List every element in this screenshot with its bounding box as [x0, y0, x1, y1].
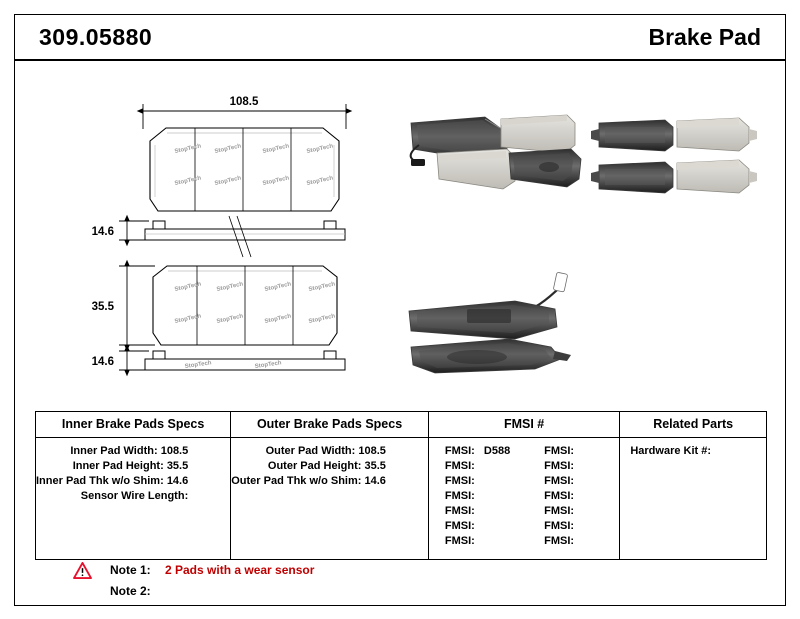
dimension-label-height: 35.5 [91, 301, 114, 313]
svg-text:StopTech: StopTech [264, 313, 292, 325]
fmsi-value [475, 460, 481, 472]
svg-text:StopTech: StopTech [308, 281, 336, 293]
outer-pad-width-value: 108.5 [358, 445, 386, 457]
svg-text:StopTech: StopTech [308, 313, 336, 325]
note-1-text: 2 Pads with a wear sensor [165, 563, 315, 577]
svg-text:StopTech: StopTech [214, 143, 242, 155]
outer-pad-height-value: 35.5 [364, 460, 386, 472]
fmsi-row [544, 534, 619, 549]
inner-pad-width-value: 108.5 [160, 445, 189, 457]
sensor-wire-length-label: Sensor Wire Length: [80, 490, 189, 502]
dimension-label-thickness-bottom: 14.6 [91, 356, 114, 368]
fmsi-row [445, 444, 528, 459]
svg-text:StopTech: StopTech [174, 313, 202, 325]
fmsi-value [574, 520, 580, 532]
inner-pad-height-value: 35.5 [166, 460, 189, 472]
note-2-label: Note 2: [110, 584, 151, 598]
dimension-height [119, 266, 155, 345]
fmsi-value [475, 475, 481, 487]
svg-text:StopTech: StopTech [174, 175, 202, 187]
fmsi-value [574, 505, 580, 517]
outer-pad-front-view [153, 266, 337, 345]
fmsi-row [445, 534, 528, 549]
svg-text:StopTech: StopTech [216, 281, 244, 293]
fmsi-label: FMSI: [544, 520, 575, 532]
fmsi-value [574, 490, 580, 502]
svg-text:StopTech: StopTech [306, 175, 334, 187]
fmsi-label: FMSI: [444, 520, 475, 532]
fmsi-label: FMSI: [444, 460, 475, 472]
svg-text:StopTech: StopTech [306, 143, 334, 155]
svg-text:StopTech: StopTech [264, 281, 292, 293]
fmsi-value [475, 520, 481, 532]
outer-specs-cell [231, 438, 429, 560]
table-header-related-parts: Related Parts [620, 412, 767, 438]
outer-spec-row [231, 444, 428, 459]
fmsi-row [544, 519, 619, 534]
inner-pad-edge-view [145, 221, 345, 240]
fmsi-row [544, 459, 619, 474]
svg-text:StopTech: StopTech [174, 143, 202, 155]
fmsi-value [574, 445, 580, 457]
svg-text:StopTech: StopTech [214, 175, 242, 187]
table-header-fmsi: FMSI # [428, 412, 619, 438]
fmsi-label: FMSI: [444, 505, 475, 517]
table-header-inner-specs: Inner Brake Pads Specs [36, 412, 231, 438]
fmsi-value: D588 [483, 445, 511, 457]
outer-pad-thickness-value: 14.6 [364, 475, 386, 487]
product-photo-pad-with-sensor [409, 272, 571, 373]
part-number: 309.05880 [39, 24, 153, 50]
fmsi-label: FMSI: [544, 445, 575, 457]
fmsi-value [475, 490, 481, 502]
page-title: Brake Pad [648, 24, 761, 50]
fmsi-label: FMSI: [444, 475, 475, 487]
fmsi-row [544, 489, 619, 504]
fmsi-row [445, 489, 528, 504]
fmsi-label: FMSI: [544, 505, 575, 517]
fmsi-value [475, 535, 481, 547]
fmsi-cell [428, 438, 619, 560]
fmsi-row [445, 519, 528, 534]
fmsi-row [445, 459, 528, 474]
fmsi-row [544, 444, 619, 459]
inner-pad-thickness-value: 14.6 [166, 475, 189, 487]
fmsi-row [445, 504, 528, 519]
product-photo-pad-set-angled [411, 115, 581, 189]
fmsi-label: FMSI: [544, 490, 575, 502]
fmsi-label: FMSI: [444, 445, 475, 457]
fmsi-row [544, 504, 619, 519]
svg-text:StopTech: StopTech [254, 360, 282, 370]
fmsi-label: FMSI: [444, 490, 475, 502]
fmsi-value [574, 460, 580, 472]
hardware-kit-label: Hardware Kit #: [630, 445, 712, 457]
inner-pad-thickness-label: Inner Pad Thk w/o Shim: [36, 475, 164, 487]
note-row-2 [35, 581, 535, 602]
outer-pad-width-label: Outer Pad Width: [265, 445, 356, 457]
notes-section [35, 560, 535, 602]
table-header-outer-specs: Outer Brake Pads Specs [231, 412, 429, 438]
fmsi-label: FMSI: [544, 475, 575, 487]
table-body-row [36, 438, 767, 560]
svg-text:StopTech: StopTech [184, 360, 212, 370]
svg-text:StopTech: StopTech [262, 143, 290, 155]
note-1-label: Note 1: [110, 563, 151, 577]
svg-text:StopTech: StopTech [174, 281, 202, 293]
related-parts-cell [620, 438, 767, 560]
inner-pad-height-label: Inner Pad Height: [72, 460, 164, 472]
sheet-header [15, 15, 785, 61]
fmsi-label: FMSI: [444, 535, 475, 547]
inner-spec-row [36, 444, 230, 459]
warning-icon [73, 562, 92, 579]
fmsi-value [574, 535, 580, 547]
inner-spec-row [36, 489, 230, 504]
inner-spec-row [36, 459, 230, 474]
fmsi-value [475, 505, 481, 517]
product-photo-pad-set-stacked [591, 118, 757, 193]
fmsi-row [445, 474, 528, 489]
inner-spec-row [36, 474, 230, 489]
specifications-table [35, 411, 767, 560]
fmsi-label: FMSI: [544, 535, 575, 547]
dimension-label-thickness-top: 14.6 [91, 226, 114, 238]
svg-text:StopTech: StopTech [262, 175, 290, 187]
inner-pad-front-view [150, 128, 339, 211]
svg-text:StopTech: StopTech [216, 313, 244, 325]
outer-pad-edge-view [145, 351, 345, 370]
fmsi-label: FMSI: [544, 460, 575, 472]
outer-pad-thickness-label: Outer Pad Thk w/o Shim: [231, 475, 362, 487]
technical-drawing-area [15, 61, 785, 410]
note-row-1 [35, 560, 535, 581]
outer-pad-height-label: Outer Pad Height: [267, 460, 362, 472]
outer-spec-row [231, 459, 428, 474]
table-header-row [36, 412, 767, 438]
inner-pad-width-label: Inner Pad Width: [70, 445, 158, 457]
fmsi-row [544, 474, 619, 489]
inner-specs-cell [36, 438, 231, 560]
outer-spec-row [231, 474, 428, 489]
dimension-label-width: 108.5 [229, 96, 259, 108]
fmsi-value [574, 475, 580, 487]
spec-sheet [14, 14, 786, 606]
